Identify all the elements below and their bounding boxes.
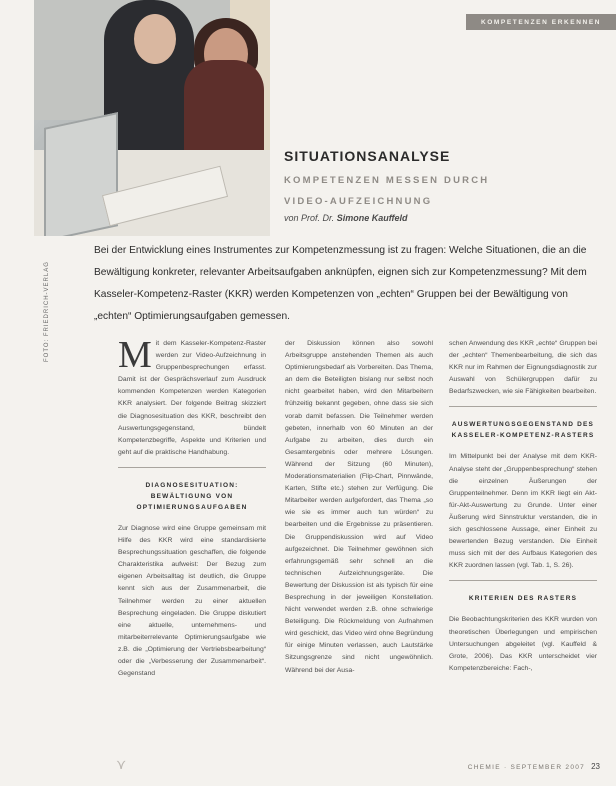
column-3-paragraph-1: schen Anwendung des KKR „echte“ Gruppen bei der „echten“ Themenbearbeitung, die sich das KKR nur im Rahmen der Eignungsdiagnostik zur Auswahl von Schülergruppen dafür zu Bedarfszwecken, wie sie Fähigkeiten bearbeiten.	[449, 340, 597, 396]
page-footer	[468, 762, 600, 771]
column-2-paragraph-1: der Diskussion können also sowohl Arbeitsgruppe anstehenden Themen als auch Optimierungsbedarf als Vorbereiten. Das Thema, an dem die Beteiligten bislang nur selbst noch nicht gearbeitet haben, wird den Mitarbeitern frühzeitig bekannt gegeben, ohne dass sie sich vorab damit befassen. Die Teilnehmer werden gebeten, innerhalb von 60 Minuten an der Aufgabe zu arbeiten, dies durch ein Gesamtergebnis oder mehrere Lösungen. Während der Sitzung (60 Minuten), Moderationsmaterialien (Flip-Chart, Pinnwände, Karten, Stifte etc.) stehen zur Verfügung. Die Mitarbeiter werden aufgefordert, das Thema „so wie sie es immer auch tun würden“ zu bearbeiten und die Ergebnisse zu präsentieren. Die Gruppendiskussion wird auf Video aufgezeichnet. Die Teilnehmer gewöhnen sich erfahrungsgemäß sehr schnell an die technischen Aufzeichnungsgeräte. Die Bewertung der Diskussion ist als typisch für eine Besprechung in der jeweiligen Konstellation. Nicht verwendet werden z.B. ohne schwierige Beteiligung. Die Rückmeldung von Aufnahmen wird geschickt, das Video wird ohne Begründung für einige Minuten verlassen, auch Lautstärke Sitzungsgrenze sind nicht ungewöhnlich. Während bei der Ausa-	[285, 340, 433, 674]
section-label: KOMPETENZEN ERKENNEN	[466, 14, 616, 30]
column-2	[285, 338, 433, 677]
photo-credit: FOTO: FRIEDRICH-VERLAG	[44, 261, 50, 362]
subheading-diagnosesituation: DIAGNOSESITUATION: BEWÄLTIGUNG VON OPTIMIERUNGSAUFGABEN	[136, 481, 248, 511]
author-name: Simone Kauffeld	[336, 213, 408, 223]
photo-head-man	[134, 14, 176, 64]
divider	[449, 406, 597, 407]
column-1-paragraph-2: Zur Diagnose wird eine Gruppe gemeinsam mit Hilfe des KKR wird eine standardisierte Besprechungssituation geschaffen, die folgende Charakteristika aufweist: Der Bezug zum eigenen Arbeitsalltag ist deutlich, die Gruppe kennt sich aus der Zusammenarbeit, die Teilnehmer werden zu einer aktuellen Besprechung eingeladen. Die Gruppe diskutiert eine aktuelle, unternehmens- und mitarbeiterrelevante Optimierungsaufgabe wie z.B. die „Optimierung der Vertriebsbearbeitung“ oder die „Verbesserung der Zusammenarbeit“. Gegenstand	[118, 524, 266, 678]
column-1-intro	[118, 334, 266, 459]
column-1	[118, 334, 266, 680]
page-number: 23	[591, 762, 600, 771]
drop-cap: M	[118, 334, 152, 376]
subtitle-line-2: VIDEO-AUFZEICHNUNG	[284, 196, 433, 207]
article-subtitle	[284, 170, 514, 212]
subheading-auswertungsgegenstand: AUSWERTUNGSGEGENSTAND DES KASSELER-KOMPETENZ-RASTERS	[451, 421, 595, 440]
article-lead: Bei der Entwicklung eines Instrumentes zur Kompetenzmessung ist zu fragen: Welche Situationen, die an die Bewältigung konkreter, relevanter Arbeitsaufgaben anknüpfen, eignen sich zur Kompetenzmessung? Mit dem Kasseler-Kompetenz-Raster (KKR) werden Kompetenzen von „echten“ Gruppen bei der Bewältigung von „echten“ Optimierungsaufgaben gemessen.	[94, 245, 587, 322]
decorative-mark: ⋎	[116, 756, 127, 772]
column-3	[449, 338, 597, 675]
article-title: SITUATIONSANALYSE	[284, 148, 451, 164]
author-prefix: von Prof. Dr.	[284, 213, 337, 223]
photo-credit-container	[36, 212, 50, 362]
column-3-paragraph-3: Die Beobachtungskriterien des KKR wurden von theoretischen Überlegungen und empirischen Untersuchungen abgeleitet (vgl. Kauffeld & Grote, 2006). Das KKR unterscheidet vier Kompetenzbereiche: Fach-,	[449, 616, 597, 672]
column-3-paragraph-2: Im Mittelpunkt bei der Analyse mit dem KKR-Analyse steht der „Gruppenbesprechung“ stehen die einzelnen Äußerungen der Gruppenteilnehmer. Denn im KKR liegt ein Akt-für-Akt-Auswertung zu Grunde. Unter einer Äußerung wird Sinnstruktur verstanden, die in sich geschlossene Aussage, einer Einheit zu bewertenden Bezug verstanden. Die Einheit muss sich mit der des Aufbaus Kategorien des KKR zuordnen lassen (vgl. Tab. 1, S. 26).	[449, 453, 597, 570]
article-photo	[34, 0, 270, 236]
column-1-paragraph-1: it dem Kasseler-Kompetenz-Raster werden zur Video-Aufzeichnung in Gruppenbesprechungen erfasst. Damit ist der Gesprächsverlauf zum Ausdruck kommenden Kompetenzen werden Kategorien KKR analysiert. Der folgende Beitrag skizziert die Diagnosesituation des KKR, beschreibt den Auswertungsgegenstand, bündelt Kompetenzbegriffe, Aspekte und Kriterien und geht auf die praktische Handhabung.	[118, 340, 266, 456]
divider	[118, 467, 266, 468]
subheading-kriterien: KRITERIEN DES RASTERS	[468, 595, 578, 603]
subtitle-line-1: KOMPETENZEN MESSEN DURCH	[284, 175, 490, 186]
footer-issue: CHEMIE · SEPTEMBER 2007	[467, 764, 586, 771]
article-author	[284, 213, 408, 223]
divider	[449, 580, 597, 581]
